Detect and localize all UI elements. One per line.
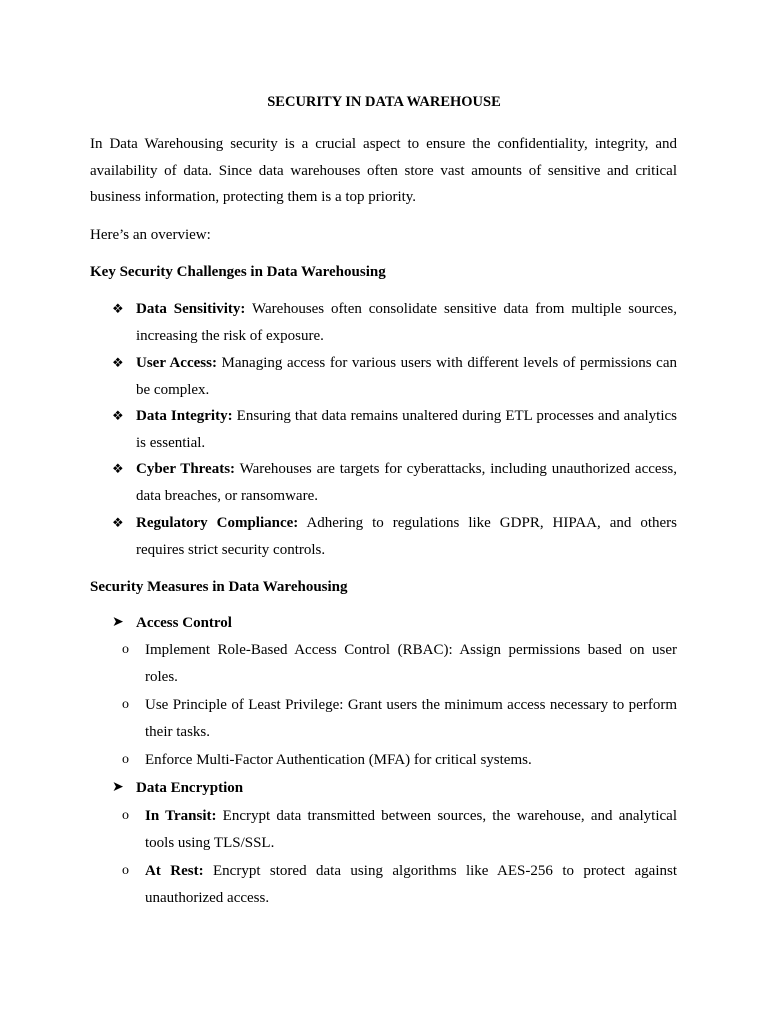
challenge-item	[112, 403, 677, 456]
intro-paragraph: In Data Warehousing security is a crucial aspect to ensure the confidentiality, integrity, and availability of data. Since data warehouses often store vast amounts of sensitive and critical business information, protecting them is a top priority.	[90, 136, 677, 206]
encryption-text: Encrypt stored data using algorithms like AES-256 to protect against unauthorized access.	[145, 863, 677, 906]
access-control-subitem	[118, 637, 677, 690]
overview-paragraph: Here’s an overview:	[90, 227, 211, 243]
challenge-text: Managing access for various users with different levels of permissions can be complex.	[136, 355, 677, 398]
access-control-subitem	[118, 692, 677, 745]
diamond-bullet-icon: ❖	[112, 408, 124, 423]
diamond-bullet-icon: ❖	[112, 461, 124, 476]
subitem-text: Enforce Multi-Factor Authentication (MFA) for critical systems.	[145, 752, 532, 768]
challenge-item	[112, 510, 677, 563]
encryption-term: In Transit:	[145, 808, 217, 824]
encryption-text: Encrypt data transmitted between sources, the warehouse, and analytical tools using TLS/SSL.	[145, 808, 677, 851]
diamond-bullet-icon: ❖	[112, 355, 124, 370]
challenge-text: Warehouses often consolidate sensitive data from multiple sources, increasing the risk of exposure.	[136, 301, 677, 344]
arrow-bullet-icon: ➤	[112, 615, 124, 630]
challenge-term: Data Sensitivity:	[136, 301, 246, 317]
diamond-bullet-icon: ❖	[112, 515, 124, 530]
subitem-text: Implement Role-Based Access Control (RBAC): Assign permissions based on user roles.	[145, 642, 677, 685]
subitem-text: Use Principle of Least Privilege: Grant users the minimum access necessary to perform their tasks.	[145, 697, 677, 740]
challenge-text: Adhering to regulations like GDPR, HIPAA, and others requires strict security controls.	[136, 515, 678, 558]
data-encryption-label: Data Encryption	[136, 780, 244, 796]
arrow-bullet-icon: ➤	[112, 780, 124, 795]
challenges-heading: Key Security Challenges in Data Warehousing	[90, 264, 386, 280]
challenge-item	[112, 456, 677, 509]
challenge-text: Ensuring that data remains unaltered during ETL processes and analytics is essential.	[136, 408, 677, 451]
circle-bullet-icon: o	[122, 642, 129, 657]
measures-heading: Security Measures in Data Warehousing	[90, 579, 348, 595]
challenge-item	[112, 296, 677, 349]
data-encryption-item	[112, 775, 677, 802]
challenge-text: Warehouses are targets for cyberattacks, including unauthorized access, data breaches, or ransomware.	[136, 461, 677, 504]
circle-bullet-icon: o	[122, 752, 129, 767]
encryption-term: At Rest:	[145, 863, 204, 879]
challenge-item	[112, 350, 677, 403]
encryption-subitem	[118, 858, 677, 911]
circle-bullet-icon: o	[122, 697, 129, 712]
access-control-label: Access Control	[136, 615, 232, 631]
encryption-subitem	[118, 803, 677, 856]
challenge-term: Data Integrity:	[136, 408, 233, 424]
access-control-subitem	[118, 747, 677, 774]
challenge-term: Regulatory Compliance:	[136, 515, 299, 531]
page-title: SECURITY IN DATA WAREHOUSE	[267, 94, 501, 110]
circle-bullet-icon: o	[122, 863, 129, 878]
challenge-term: Cyber Threats:	[136, 461, 236, 477]
access-control-item	[112, 610, 677, 637]
circle-bullet-icon: o	[122, 808, 129, 823]
challenge-term: User Access:	[136, 355, 217, 371]
diamond-bullet-icon: ❖	[112, 301, 124, 316]
